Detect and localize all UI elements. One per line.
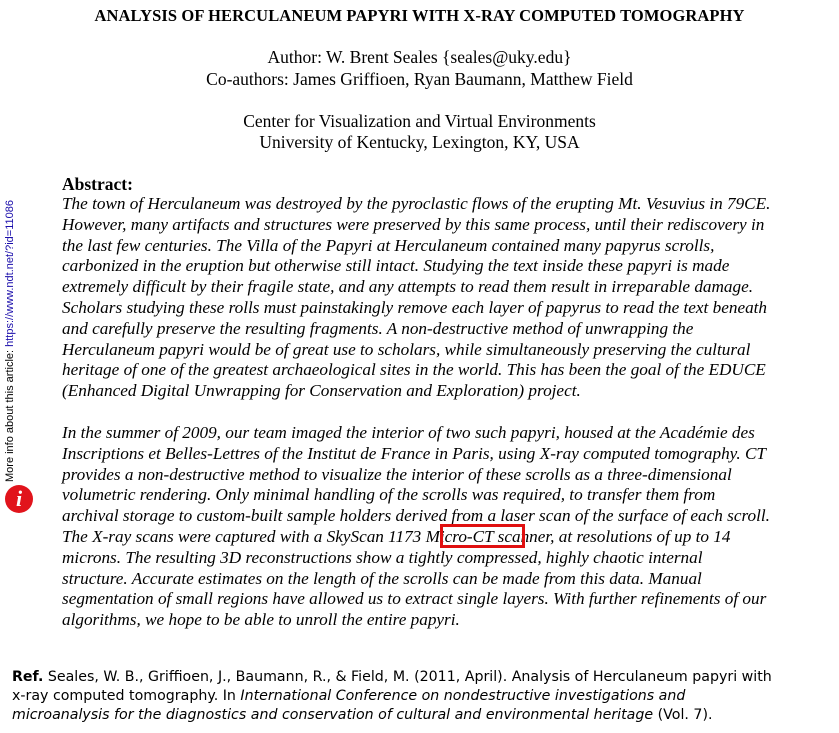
paragraph-line: algorithms, we hope to be able to unroll the entire papyri. [62,610,460,630]
paragraph-line: In the summer of 2009, our team imaged the interior of two such papyri, housed at the Académie des [62,423,755,442]
abstract-heading: Abstract: [62,174,133,194]
reference-line: microanalysis for the diagnostics and conservation of cultural and environmental heritage (Vol. 7). [12,707,713,723]
paragraph-line: Inscriptions et Belles-Lettres of the Institut de France in Paris, using X-ray computed tomography. CT [62,443,766,463]
paragraph-line: heritage of one of the greatest archaeological sites in the world. This has been the goal of the EDUCE [62,360,766,380]
paragraph-line: The town of Herculaneum was destroyed by the pyroclastic flows of the erupting Mt. Vesuvius in 79CE. [62,194,771,213]
paragraph-line: and carefully preserve the resulting fragments. A non-destructive method of unwrapping the [62,318,694,338]
article-link[interactable]: https://www.ndt.net/?id=11086 [4,200,16,347]
paragraph-line: segmentation of small regions have allowed us to extract single layers. With further refinements of our [62,589,767,609]
micro-ct-highlight-box [440,524,525,548]
abstract-paragraph-1 [62,194,832,402]
affiliation-line-2: University of Kentucky, Lexington, KY, USA [259,132,580,152]
coauthors-line: Co-authors: James Griffioen, Ryan Baumann, Matthew Field [206,69,633,89]
paragraph-line: provides a non-destructive method to visualize the interior of these scrolls as a three-dimensional [62,464,732,484]
info-icon[interactable]: i [5,485,33,513]
paragraph-line: The X-ray scans were captured with a SkyScan 1173 Micro-CT scanner, at resolutions of up to 14 [62,526,731,546]
reference-label: Ref. [12,669,44,685]
reference-citation [12,668,832,725]
paper-title: ANALYSIS OF HERCULANEUM PAPYRI WITH X-RAY COMPUTED TOMOGRAPHY [94,6,745,25]
paragraph-line: the last few centuries. The Villa of the Papyri at Herculaneum contained many papyrus scrolls, [62,235,715,255]
paragraph-line: However, many artifacts and structures were preserved by this same process, until their rediscovery in [62,214,765,234]
paragraph-line: Scholars studying these rolls must painstakingly remove each layer of papyrus to read the text beneath [62,297,768,317]
conference-title: International Conference on nondestructive investigations and [240,688,686,704]
reference-line: Ref. Seales, W. B., Griffioen, J., Baumann, R., & Field, M. (2011, April). Analysis of Herculaneum papyri with [12,669,772,685]
paragraph-line: archival storage to custom-built sample holders derived from a laser scan of the surface of each scroll. [62,506,770,526]
paragraph-line: carbonized in the eruption but otherwise still intact. Studying the text inside these papyri is made [62,256,730,276]
conference-title: microanalysis for the diagnostics and conservation of cultural and environmental heritage [12,707,654,723]
author-line: Author: W. Brent Seales {seales@uky.edu} [267,47,572,67]
more-info-label: More info about this article: [4,346,16,482]
paragraph-line: Herculaneum papyri would be of great use to scholars, while simultaneously preserving the cultural [62,339,751,359]
affiliation-line-1: Center for Visualization and Virtual Environments [243,111,596,131]
reference-line: x-ray computed tomography. In International Conference on nondestructive investigations and [12,688,686,704]
paragraph-line: (Enhanced Digital Unwrapping for Conservation and Exploration) project. [62,381,581,401]
paragraph-line: extremely difficult by their fragile state, and any attempts to read them result in irreparable damage. [62,277,754,297]
paragraph-line: volumetric rendering. Only minimal handling of the scrolls was required, to transfer them from [62,485,716,505]
article-info-sidebar [4,200,16,482]
paragraph-line: structure. Accurate estimates on the length of the scrolls can be made from this data. Manual [62,568,702,588]
paragraph-line: microns. The resulting 3D reconstructions show a tightly compressed, highly chaotic internal [62,547,703,567]
